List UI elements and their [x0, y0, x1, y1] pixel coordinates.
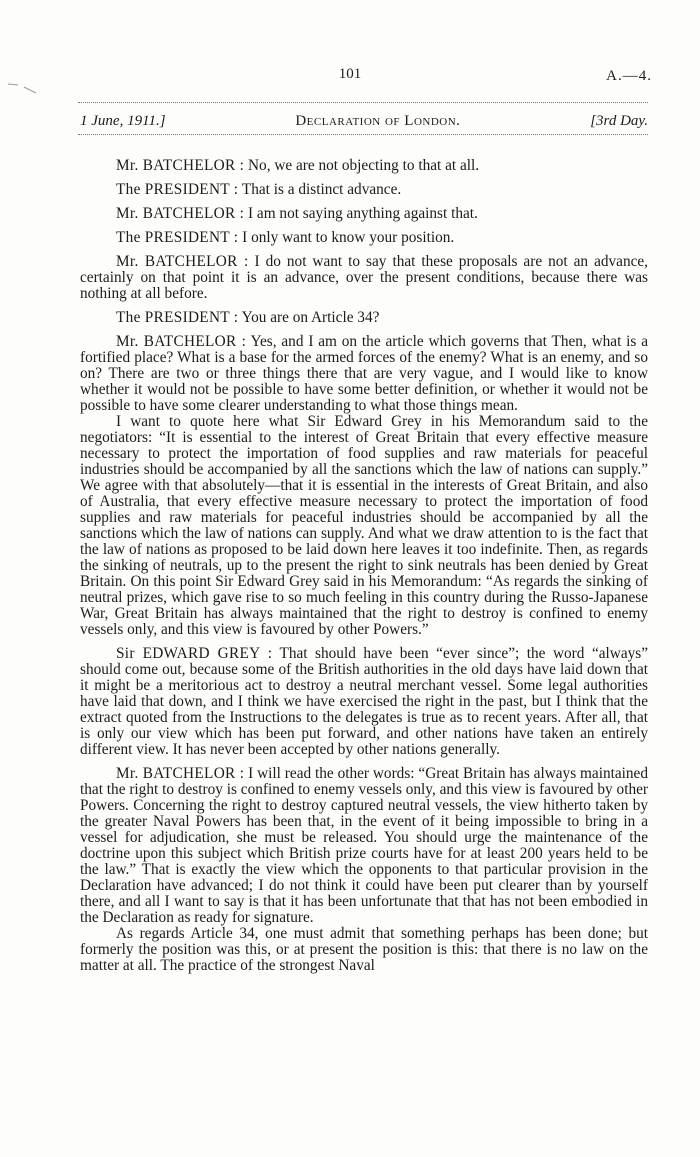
speaker-name: The PRESIDENT : [116, 309, 239, 326]
paragraph [80, 926, 648, 974]
speaker-name: Mr. BATCHELOR : [116, 765, 245, 782]
speaker-name: Mr. BATCHELOR : [116, 253, 249, 270]
document-reference: A.—4. [606, 68, 652, 84]
header-title: Declaration of London. [295, 113, 461, 129]
paragraph-text: I am not saying anything against that. [244, 205, 478, 222]
speaker-name: Mr. BATCHELOR : [116, 333, 247, 350]
paragraph [80, 646, 648, 758]
paragraph-text: I do not want to say that these proposals are not an advance, certainly on that point it is an advance, over the present conditions, because there was nothing at all before. [80, 253, 648, 302]
header-day: [3rd Day. [590, 113, 648, 129]
paragraph [80, 230, 648, 246]
paragraph [80, 158, 648, 174]
paragraph-text: You are on Article 34? [238, 309, 380, 326]
speaker-name: Mr. BATCHELOR : [116, 205, 245, 222]
paragraph [80, 310, 648, 326]
paragraph-text: Yes, and I am on the article which governs that Then, what is a fortified place? What is a base for the armed forces of the enemy? What is an enemy, and so on? There are two or three things there that are very vague, and I would like to know whether it would not be possible to have some better definition, or whether it would not be possible to have some clearer understanding to what those things mean. [80, 333, 648, 414]
paragraph-text: I will read the other words: “Great Britain has always maintained that the right to destroy is confined to enemy vessels only, and this view is favoured by other Powers. Concerning the right to destroy captured neutral vessels, the view hitherto taken by the greater Naval Powers has been that, in the event of it being impossible to bring in a vessel for adjudication, she must be released. You should urge the maintenance of the doctrine upon this subject which British prize courts have for at least 200 years held to be the law.” That is exactly the view which the opponents to that particular provision in the Declaration have advanced; I do not think it could have been put clearer than by yourself there, and all I want to say is that it has been unfortunate that that has not been embodied in the Declaration as ready for signature. [80, 765, 648, 926]
speaker-name: Mr. BATCHELOR : [116, 157, 245, 174]
running-head [80, 113, 648, 130]
paragraph-text: That should have been “ever since”; the word “always” should come out, because some of the British authorities in the old days have laid down that it might be a meritorious act to destroy a neutral merchant vessel. Some legal authorities have laid that down, and I think we have exercised the right in the past, but I think that the extract quoted from the Instructions to the delegates is true as to recent years. After all, that is only our view which has been put forward, and other nations have taken an entirely different view. It has never been accepted by other nations generally. [80, 645, 648, 758]
paragraph-text: No, we are not objecting to that at all. [244, 157, 480, 174]
paragraph-text: I want to quote here what Sir Edward Grey in his Memorandum said to the negotiators: “It is essential to the interest of Great Britain that every effective measure necessary to protect the importation of food supplies and raw materials for peaceful industries should be accompanied by all the sanctions which the law of nations can supply.” We agree with that absolutely—that it is essential in the interests of Great Britain, and also of Australia, that every effective measure necessary to protect the importation of food supplies and raw materials for peaceful industries should be accompanied by all the sanctions which the law of nations can supply. And what we draw attention to is the fact that the law of nations as proposed to be laid down here leaves it too indefinite. Then, as regards the sinking of neutrals, up to the present the right to sink neutrals has been denied by Great Britain. On this point Sir Edward Grey said in his Memorandum: “As regards the sinking of neutral prizes, which gave rise to so much feeling in this country during the Russo-Japanese War, Great Britain has always maintained that the right to destroy is confined to enemy vessels only, and this view is favoured by other Powers.” [80, 413, 648, 638]
header-date: 1 June, 1911.] [80, 113, 166, 129]
speaker-name: The PRESIDENT : [116, 229, 239, 246]
body-text [80, 150, 648, 974]
paragraph [80, 766, 648, 926]
page-number: 101 [338, 66, 362, 82]
paragraph-text: That is a distinct advance. [238, 181, 402, 198]
paragraph-text: I only want to know your position. [238, 229, 455, 246]
paragraph [80, 334, 648, 414]
paragraph [80, 414, 648, 638]
header-rule [78, 102, 648, 103]
paragraph-text: As regards Article 34, one must admit that something perhaps has been done; but formerly the position was this, or at present the position is this: that there is no law on the matter at all. The practice of the strongest Naval [80, 925, 648, 974]
paragraph [80, 206, 648, 222]
header-rule [78, 134, 648, 135]
paragraph [80, 254, 648, 302]
speaker-name: Sir EDWARD GREY : [116, 645, 273, 662]
paragraph [80, 182, 648, 198]
speaker-name: The PRESIDENT : [116, 181, 239, 198]
